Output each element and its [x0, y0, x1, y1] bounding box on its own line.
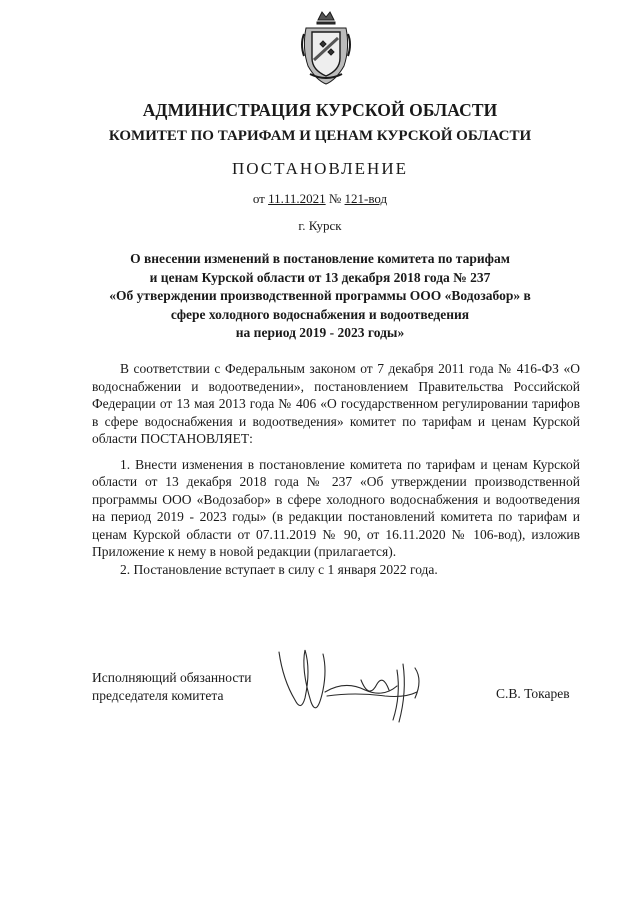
date-prefix: от [252, 191, 265, 206]
preamble-paragraph: В соответствии с Федеральным законом от 7 декабря 2011 года № 416-ФЗ «О водоснабжении и водоотведении», постановлением Правительства Российской Федерации от 13 мая 2013 года № 406 «О государственном регулировании тарифов в сфере водоснабжения и водоотведения» комитет по тарифам и ценам Курской области ПОСТАНОВЛЯЕТ: [92, 361, 580, 446]
document-subject [80, 250, 560, 343]
subject-line: «Об утверждении производственной программы ООО «Водозабор» в [109, 288, 531, 303]
city: г. Курск [298, 218, 342, 233]
number-sign: № [328, 191, 342, 206]
committee-title: КОМИТЕТ ПО ТАРИФАМ И ЦЕНАМ КУРСКОЙ ОБЛАСТИ [108, 128, 532, 144]
administration-title: АДМИНИСТРАЦИЯ КУРСКОЙ ОБЛАСТИ [142, 100, 498, 120]
item-2-paragraph: 2. Постановление вступает в силу с 1 января 2022 года. [120, 561, 438, 577]
document-date: 11.11.2021 [268, 191, 326, 206]
position-line-1: Исполняющий обязанности [92, 670, 252, 685]
subject-line: О внесении изменений в постановление комитета по тарифам [130, 251, 510, 266]
subject-line: и ценам Курской области от 13 декабря 2018 года № 237 [149, 269, 491, 285]
document-date-line [0, 191, 640, 207]
subject-line: на период 2019 - 2023 годы» [235, 325, 405, 340]
handwritten-signature [265, 640, 440, 730]
item-1-paragraph: 1. Внести изменения в постановление комитета по тарифам и ценам Курской области от 13 декабря 2018 года № 237 «Об утверждении производственной программы ООО «Водозабор» в сфере холодного водоснабжения и водоотведения на период 2019 - 2023 годы» (в редакции постановлений комитета по тарифам и ценам Курской области от 07.11.2019 № 90, от 16.11.2020 № 106-вод), изложив Приложение к нему в новой редакции (прилагается). [92, 456, 580, 559]
coat-of-arms-icon [298, 8, 354, 86]
signatory-position [92, 669, 251, 705]
document-type: ПОСТАНОВЛЕНИЕ [231, 159, 408, 178]
document-body [92, 360, 580, 578]
position-line-2: председателя комитета [92, 688, 224, 703]
signatory-name: С.В. Токарев [496, 686, 570, 701]
subject-line: сфере холодного водоснабжения и водоотведения [170, 306, 470, 322]
document-number: 121-вод [344, 191, 388, 206]
